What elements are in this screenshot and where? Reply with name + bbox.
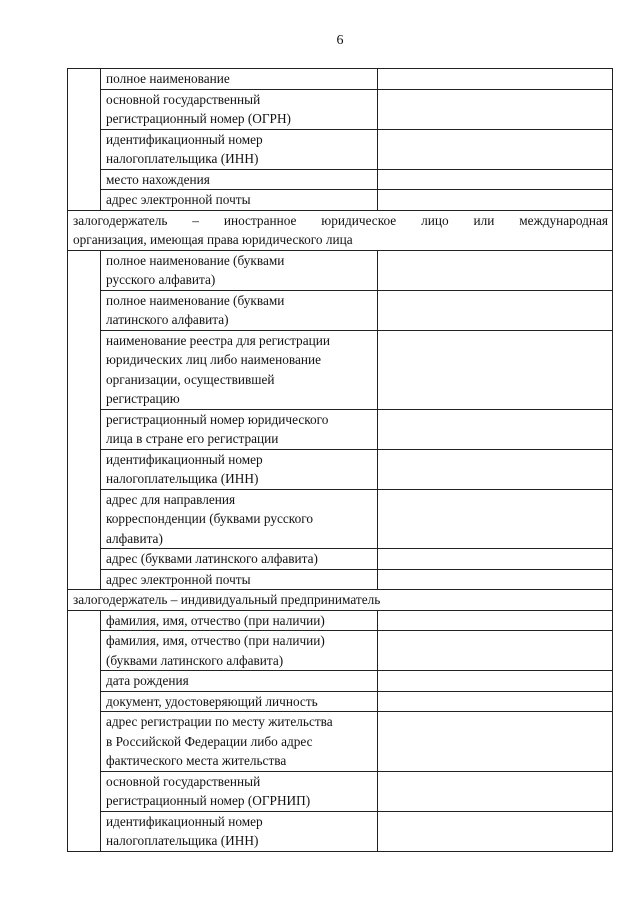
table-row [68, 169, 613, 190]
section-header: залогодержатель – иностранное юридическое лицо или международная организация, имеющая права юридического лица [68, 210, 613, 250]
table-row [68, 610, 613, 631]
table-row [68, 811, 613, 851]
table-row [68, 671, 613, 692]
field-value-cell[interactable] [378, 69, 613, 90]
table-row [68, 409, 613, 449]
indent-cell [68, 610, 101, 851]
field-label: идентификационный номер налогоплательщика (ИНН) [101, 449, 378, 489]
table-row [68, 489, 613, 549]
field-value-cell[interactable] [378, 811, 613, 851]
field-value-cell[interactable] [378, 489, 613, 549]
table-row [68, 290, 613, 330]
table-row [68, 330, 613, 409]
table-row [68, 190, 613, 211]
section-header: залогодержатель – индивидуальный предприниматель [68, 590, 613, 611]
field-value-cell[interactable] [378, 569, 613, 590]
field-value-cell[interactable] [378, 169, 613, 190]
table-row [68, 69, 613, 90]
field-label: адрес для направления корреспонденции (буквами русского алфавита) [101, 489, 378, 549]
section-header-row [68, 210, 613, 250]
field-label: полное наименование [101, 69, 378, 90]
indent-cell [68, 250, 101, 590]
field-value-cell[interactable] [378, 190, 613, 211]
field-value-cell[interactable] [378, 330, 613, 409]
page-number: 6 [336, 33, 344, 48]
table-row [68, 569, 613, 590]
field-value-cell[interactable] [378, 610, 613, 631]
field-label: место нахождения [101, 169, 378, 190]
table-row [68, 449, 613, 489]
field-label: адрес электронной почты [101, 569, 378, 590]
field-label: идентификационный номер налогоплательщика (ИНН) [101, 811, 378, 851]
field-label: регистрационный номер юридического лица в стране его регистрации [101, 409, 378, 449]
field-value-cell[interactable] [378, 89, 613, 129]
table-row [68, 549, 613, 570]
field-label: документ, удостоверяющий личность [101, 691, 378, 712]
table-row [68, 712, 613, 772]
field-label: адрес электронной почты [101, 190, 378, 211]
field-value-cell[interactable] [378, 129, 613, 169]
field-value-cell[interactable] [378, 671, 613, 692]
section-header-row [68, 590, 613, 611]
field-value-cell[interactable] [378, 712, 613, 772]
field-value-cell[interactable] [378, 250, 613, 290]
table-row [68, 89, 613, 129]
field-label: основной государственный регистрационный номер (ОГРН) [101, 89, 378, 129]
field-label: наименование реестра для регистрации юридических лиц либо наименование организации, осуществившей регистрацию [101, 330, 378, 409]
table-row [68, 771, 613, 811]
pledgee-info-table [67, 68, 613, 852]
field-label: фамилия, имя, отчество (при наличии) [101, 610, 378, 631]
field-label: идентификационный номер налогоплательщика (ИНН) [101, 129, 378, 169]
table-row [68, 250, 613, 290]
field-value-cell[interactable] [378, 449, 613, 489]
table-row [68, 691, 613, 712]
field-value-cell[interactable] [378, 691, 613, 712]
field-label: адрес регистрации по месту жительства в Российской Федерации либо адрес фактического места жительства [101, 712, 378, 772]
field-label: полное наименование (буквами русского алфавита) [101, 250, 378, 290]
table-row [68, 631, 613, 671]
field-value-cell[interactable] [378, 631, 613, 671]
field-value-cell[interactable] [378, 549, 613, 570]
field-value-cell[interactable] [378, 290, 613, 330]
indent-cell [68, 69, 101, 211]
field-value-cell[interactable] [378, 409, 613, 449]
field-label: основной государственный регистрационный номер (ОГРНИП) [101, 771, 378, 811]
field-value-cell[interactable] [378, 771, 613, 811]
table-row [68, 129, 613, 169]
field-label: адрес (буквами латинского алфавита) [101, 549, 378, 570]
field-label: фамилия, имя, отчество (при наличии) (буквами латинского алфавита) [101, 631, 378, 671]
field-label: дата рождения [101, 671, 378, 692]
field-label: полное наименование (буквами латинского алфавита) [101, 290, 378, 330]
